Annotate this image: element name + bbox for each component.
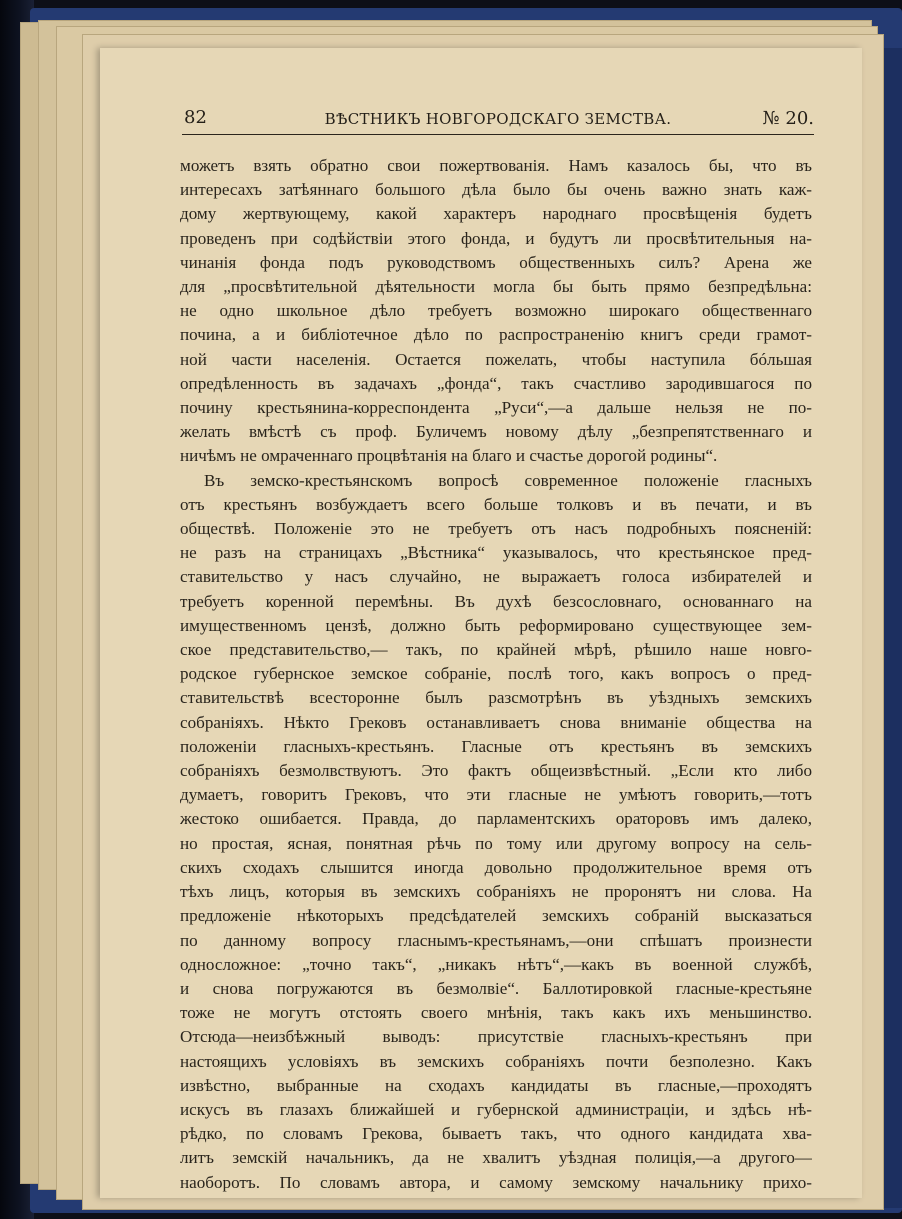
text-line: можетъ взять обратно свои пожертвованія. Намъ казалось бы, что въ xyxy=(180,156,812,175)
text-line: односложное: „точно такъ“, „никакъ нѣтъ“,—какъ въ военной службѣ, xyxy=(180,954,812,974)
text-line: тоже не могутъ отстоять своего мнѣнія, такъ какъ ихъ меньшинство. xyxy=(180,1003,812,1023)
text-line: извѣстно, выбранные на сходахъ кандидаты въ гласные,—проходятъ xyxy=(180,1075,812,1095)
text-line: литъ земскій начальникъ, да не хвалитъ уѣздная полиція,—а другого— xyxy=(180,1148,812,1168)
text-line: положеніи гласныхъ-крестьянъ. Гласные отъ крестьянъ въ земскихъ xyxy=(180,736,812,756)
text-line: собраніяхъ безмолвствуютъ. Это фактъ общеизвѣстный. „Если кто либо xyxy=(180,761,812,781)
text-line: собраніяхъ. Нѣкто Грековъ останавливаетъ снова вниманіе общества на xyxy=(180,712,812,732)
text-line: требуетъ коренной перемѣны. Въ духѣ безсословнаго, основаннаго на xyxy=(180,591,812,611)
text-line: почина, а и библіотечное дѣло по распространенію книгъ среди грамот- xyxy=(180,325,812,345)
text-line: ставительствѣ всесторонне былъ разсмотрѣнъ въ уѣздныхъ земскихъ xyxy=(180,688,812,708)
text-line: Отсюда—неизбѣжный выводъ: присутствіе гласныхъ-крестьянъ при xyxy=(180,1027,812,1047)
text-line: думаетъ, говоритъ Грековъ, что эти гласные не умѣютъ говорить,—тотъ xyxy=(180,785,812,805)
text-line: не одно школьное дѣло требуетъ возможно широкаго общественнаго xyxy=(180,301,812,321)
text-line: наоборотъ. По словамъ автора, и самому земскому начальнику прихо- xyxy=(180,1172,812,1192)
paragraph-first-line: Въ земско-крестьянскомъ вопросѣ современное положеніе гласныхъ xyxy=(204,470,812,490)
page-number: 82 xyxy=(184,107,207,128)
journal-title: ВѢСТНИКЪ НОВГОРОДСКАГО ЗЕМСТВА. xyxy=(324,110,672,128)
text-line: ставительство у насъ случайно, не выражаетъ голоса избирателей и xyxy=(180,567,812,587)
text-line: по данному вопросу гласнымъ-крестьянамъ,—они спѣшатъ произнести xyxy=(180,930,812,950)
text-line: ной части населенія. Остается пожелать, чтобы наступила бóльшая xyxy=(180,349,812,369)
issue-number: № 20. xyxy=(762,108,814,129)
page-sheet xyxy=(100,48,862,1198)
text-line: ничѣмъ не омраченнаго процвѣтанія на благо и счастье дорогой родины“. xyxy=(180,446,718,466)
body-text xyxy=(180,154,812,1195)
text-line: настоящихъ условіяхъ въ земскихъ собраніяхъ почти безполезно. Какъ xyxy=(180,1051,812,1071)
text-line: имущественномъ цензѣ, должно быть реформировано существующее зем- xyxy=(180,615,812,635)
text-line: обществѣ. Положеніе это не требуетъ отъ насъ подробныхъ поясненій: xyxy=(180,519,812,539)
text-line: рѣдко, по словамъ Грекова, бываетъ такъ, что одного кандидата хва- xyxy=(180,1124,812,1144)
text-line: ское представительство,— такъ, по крайней мѣрѣ, рѣшило наше новго- xyxy=(180,640,812,660)
text-line: скихъ сходахъ слышится иногда довольно продолжительное время отъ xyxy=(180,857,812,877)
text-line: тѣхъ лицъ, которыя въ земскихъ собраніяхъ не проронятъ ни слова. На xyxy=(180,882,812,902)
text-line: жестоко ошибается. Правда, до парламентскихъ ораторовъ имъ далеко, xyxy=(180,809,812,829)
text-line: искусъ въ глазахъ ближайшей и губернской администраціи, и здѣсь нѣ- xyxy=(180,1099,812,1119)
text-line: родское губернское земское собраніе, послѣ того, какъ вопросъ о пред- xyxy=(180,664,812,684)
text-line: и снова погружаются въ безмолвіе“. Баллотировкой гласные-крестьяне xyxy=(180,978,812,998)
text-line: для „просвѣтительной дѣятельности могла бы быть прямо безпредѣльна: xyxy=(180,277,812,297)
text-line: опредѣленность въ задачахъ „фонда“, такъ счастливо зародившагося по xyxy=(180,373,812,393)
text-line: почину крестьянина-корреспондента „Руси“,—а дальше нельзя не по- xyxy=(180,398,812,418)
text-line: не разъ на страницахъ „Вѣстника“ указывалось, что крестьянское пред- xyxy=(180,543,812,563)
running-header xyxy=(182,104,814,135)
text-line: но простая, ясная, понятная рѣчь по тому или другому вопросу на сель- xyxy=(180,833,812,853)
text-line: интересахъ затѣяннаго большого дѣла было бы очень важно знать каж- xyxy=(180,180,812,200)
text-line: отъ крестьянъ возбуждаетъ всего больше толковъ и въ печати, и въ xyxy=(180,494,812,514)
text-line: чинанія фонда подъ руководствомъ общественныхъ силъ? Арена же xyxy=(180,252,812,272)
text-line: проведенъ при содѣйствіи этого фонда, и будутъ ли просвѣтительныя на- xyxy=(180,228,812,248)
text-line: желать вмѣстѣ съ проф. Буличемъ новому дѣлу „безпрепятственнаго и xyxy=(180,422,812,442)
text-line: предложеніе нѣкоторыхъ предсѣдателей земскихъ собраній высказаться xyxy=(180,906,812,926)
text-line: дому жертвующему, какой характеръ народнаго просвѣщенія будетъ xyxy=(180,204,812,224)
